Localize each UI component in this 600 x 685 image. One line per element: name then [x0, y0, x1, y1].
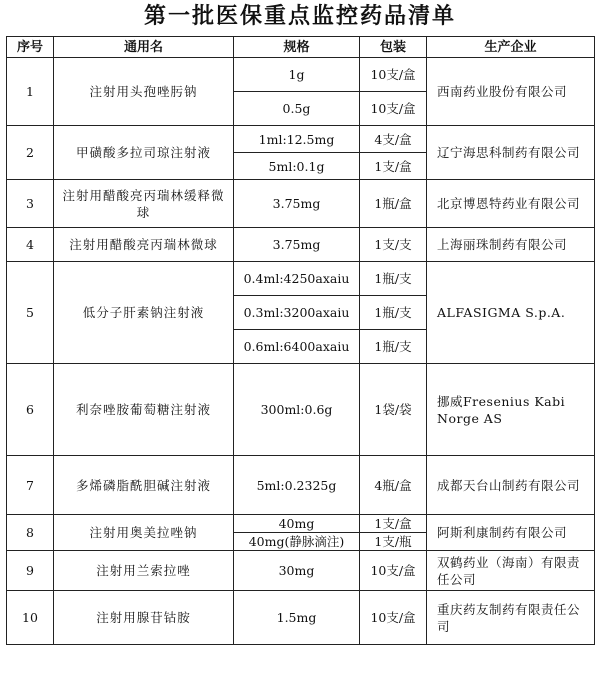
drug-name: 注射用醋酸亮丙瑞林缓释微球: [54, 180, 234, 228]
header-mfr: 生产企业: [427, 37, 595, 58]
drug-spec: 1ml:12.5mg: [234, 126, 360, 153]
drug-spec: 300ml:0.6g: [234, 364, 360, 456]
drug-pack: 1瓶/支: [360, 330, 427, 364]
drug-pack: 1支/盒: [360, 515, 427, 533]
table-row: [7, 551, 595, 591]
drug-pack: 10支/盒: [360, 58, 427, 92]
drug-spec: 40mg(静脉滴注): [234, 533, 360, 551]
drug-spec: 0.5g: [234, 92, 360, 126]
manufacturer: 西南药业股份有限公司: [427, 58, 595, 126]
drug-pack: 4瓶/盒: [360, 456, 427, 515]
header-spec: 规格: [234, 37, 360, 58]
drug-pack: 1瓶/支: [360, 262, 427, 296]
manufacturer: 挪威Fresenius Kabi Norge AS: [427, 364, 595, 456]
page-title: 第一批医保重点监控药品清单: [143, 4, 456, 29]
manufacturer: 成都天台山制药有限公司: [427, 456, 595, 515]
row-no: 7: [7, 456, 54, 515]
drug-pack: 1瓶/支: [360, 296, 427, 330]
drug-pack: 10支/盒: [360, 92, 427, 126]
drug-name: 注射用奥美拉唑钠: [54, 515, 234, 551]
drug-name: 注射用醋酸亮丙瑞林微球: [54, 228, 234, 262]
header-no: 序号: [7, 37, 54, 58]
table-row: [7, 515, 595, 533]
drug-name: 多烯磷脂酰胆碱注射液: [54, 456, 234, 515]
manufacturer: 辽宁海思科制药有限公司: [427, 126, 595, 180]
drug-spec: 30mg: [234, 551, 360, 591]
row-no: 5: [7, 262, 54, 364]
row-no: 3: [7, 180, 54, 228]
drug-name: 利奈唑胺葡萄糖注射液: [54, 364, 234, 456]
table-row: [7, 58, 595, 92]
table-row: [7, 456, 595, 515]
drug-spec: 3.75mg: [234, 228, 360, 262]
header-name: 通用名: [54, 37, 234, 58]
drug-list-table: [6, 36, 595, 645]
table-row: [7, 364, 595, 456]
drug-pack: 10支/盒: [360, 591, 427, 645]
table-row: [7, 126, 595, 153]
header-pack: 包装: [360, 37, 427, 58]
row-no: 8: [7, 515, 54, 551]
drug-pack: 1支/瓶: [360, 533, 427, 551]
manufacturer: 阿斯利康制药有限公司: [427, 515, 595, 551]
row-no: 4: [7, 228, 54, 262]
table-row: [7, 228, 595, 262]
drug-spec: 1.5mg: [234, 591, 360, 645]
table-row: [7, 180, 595, 228]
drug-spec: 0.4ml:4250axaiu: [234, 262, 360, 296]
row-no: 6: [7, 364, 54, 456]
drug-pack: 1瓶/盒: [360, 180, 427, 228]
drug-pack: 1袋/袋: [360, 364, 427, 456]
drug-spec: 0.6ml:6400axaiu: [234, 330, 360, 364]
drug-name: 注射用头孢唑肟钠: [54, 58, 234, 126]
row-no: 1: [7, 58, 54, 126]
drug-pack: 4支/盒: [360, 126, 427, 153]
drug-name: 低分子肝素钠注射液: [54, 262, 234, 364]
drug-spec: 1g: [234, 58, 360, 92]
manufacturer: ALFASIGMA S.p.A.: [427, 262, 595, 364]
drug-spec: 5ml:0.2325g: [234, 456, 360, 515]
drug-spec: 3.75mg: [234, 180, 360, 228]
manufacturer: 上海丽珠制药有限公司: [427, 228, 595, 262]
drug-pack: 10支/盒: [360, 551, 427, 591]
drug-pack: 1支/盒: [360, 153, 427, 180]
table-row: [7, 591, 595, 645]
row-no: 9: [7, 551, 54, 591]
manufacturer: 双鹤药业（海南）有限责任公司: [427, 551, 595, 591]
row-no: 2: [7, 126, 54, 180]
drug-pack: 1支/支: [360, 228, 427, 262]
drug-name: 注射用兰索拉唑: [54, 551, 234, 591]
table-row: [7, 262, 595, 296]
manufacturer: 北京博恩特药业有限公司: [427, 180, 595, 228]
drug-spec: 5ml:0.1g: [234, 153, 360, 180]
drug-spec: 0.3ml:3200axaiu: [234, 296, 360, 330]
drug-name: 甲磺酸多拉司琼注射液: [54, 126, 234, 180]
drug-spec: 40mg: [234, 515, 360, 533]
table-header-row: [7, 37, 595, 58]
row-no: 10: [7, 591, 54, 645]
drug-name: 注射用腺苷钴胺: [54, 591, 234, 645]
manufacturer: 重庆药友制药有限责任公司: [427, 591, 595, 645]
